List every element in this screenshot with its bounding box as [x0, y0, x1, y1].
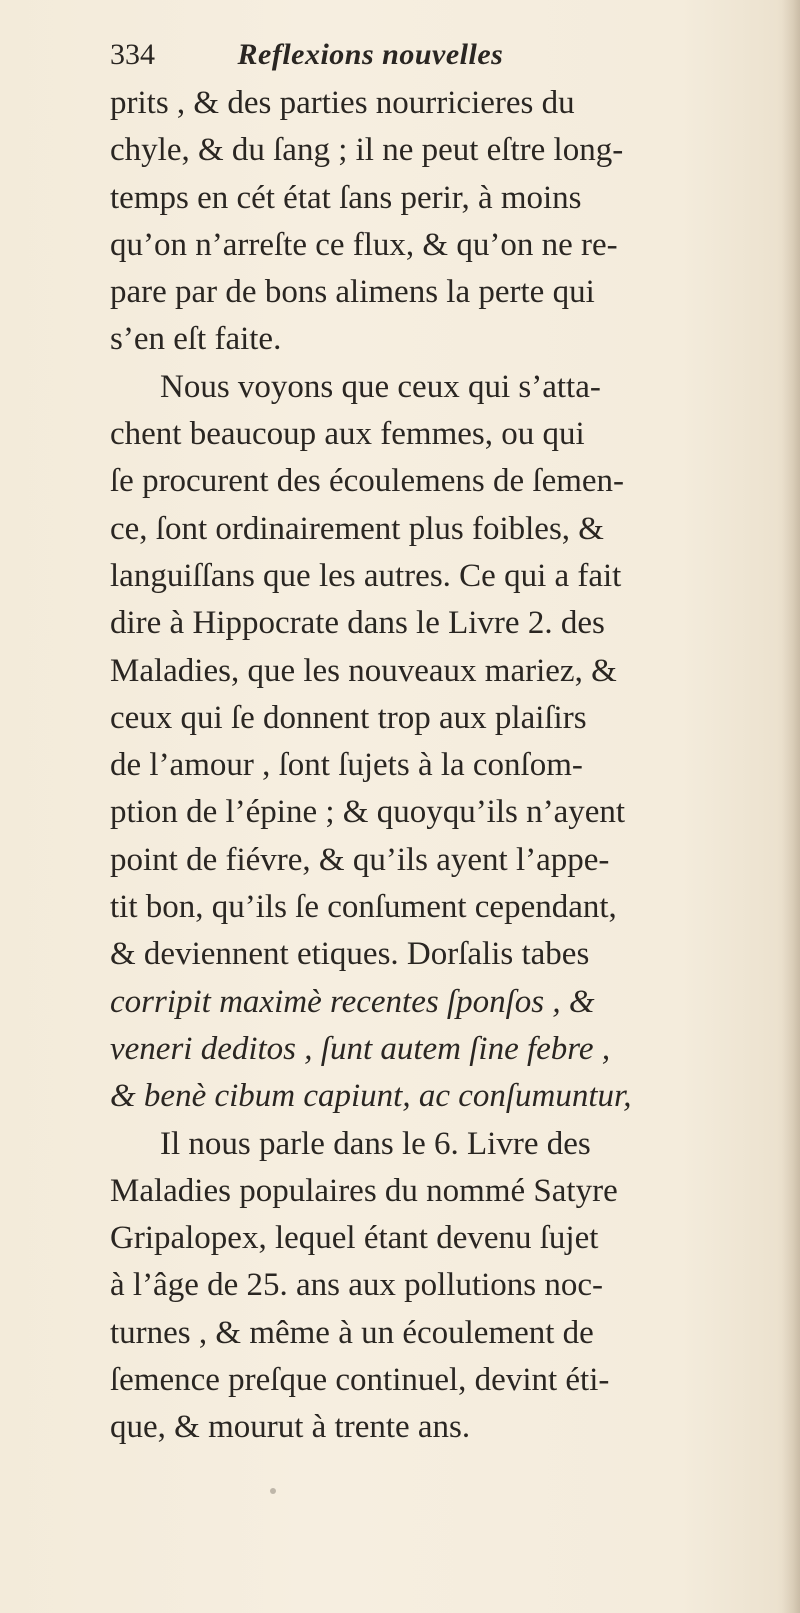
text-line: que, & mourut à trente ans.: [110, 1409, 471, 1446]
text-line: prits , & des parties nourricieres du: [110, 85, 575, 121]
text-line: Gripalopex, lequel étant devenu ſujet: [110, 1220, 599, 1257]
text-line: ſemence preſque continuel, devint éti-: [110, 1362, 610, 1399]
text-line: & deviennent etiques. Dorſalis tabes: [110, 936, 590, 973]
text-line: ce, ſont ordinairement plus foibles, &: [110, 510, 604, 547]
text-line: ſe procurent des écoulemens de ſemen-: [110, 463, 625, 500]
text-line: Il nous parle dans le 6. Livre des: [160, 1125, 591, 1162]
text-line: tit bon, qu’ils ſe conſument cependant,: [110, 889, 617, 926]
page-header: [110, 30, 670, 80]
text-line: turnes , & même à un écoulement de: [110, 1314, 594, 1351]
page-number: 334: [110, 38, 155, 71]
text-line: veneri deditos , ſunt autem ſine febre ,: [110, 1030, 611, 1067]
running-title: Reflexions nouvelles: [237, 38, 504, 71]
text-line: qu’on n’arreſte ce flux, & qu’on ne re-: [110, 226, 618, 263]
text-line: & benè cibum capiunt, ac conſumuntur,: [110, 1078, 632, 1115]
text-line: chyle, & du ſang ; il ne peut eſtre long-: [110, 132, 624, 169]
text-line: Nous voyons que ceux qui s’atta-: [160, 368, 601, 405]
text-line: languiſſans que les autres. Ce qui a fait: [110, 557, 622, 594]
text-line: de l’amour , ſont ſujets à la conſom-: [110, 747, 583, 784]
text-line: ceux qui ſe donnent trop aux plaiſirs: [110, 699, 587, 736]
ink-spot: [270, 1488, 276, 1494]
text-line: Maladies populaires du nommé Satyre: [110, 1172, 618, 1209]
text-line: corripit maximè recentes ſponſos , &: [110, 983, 595, 1020]
text-line: Maladies, que les nouveaux mariez, &: [110, 652, 617, 689]
text-line: à l’âge de 25. ans aux pollutions noc-: [110, 1267, 604, 1304]
text-line: s’en eſt faite.: [110, 321, 282, 358]
body-text: [110, 80, 790, 1452]
text-line: temps en cét état ſans perir, à moins: [110, 179, 582, 216]
text-line: ption de l’épine ; & quoyqu’ils n’ayent: [110, 794, 626, 831]
text-line: point de fiévre, & qu’ils ayent l’appe-: [110, 841, 610, 878]
text-line: dire à Hippocrate dans le Livre 2. des: [110, 605, 605, 642]
text-line: pare par de bons alimens la perte qui: [110, 274, 595, 311]
text-line: chent beaucoup aux femmes, ou qui: [110, 416, 585, 453]
